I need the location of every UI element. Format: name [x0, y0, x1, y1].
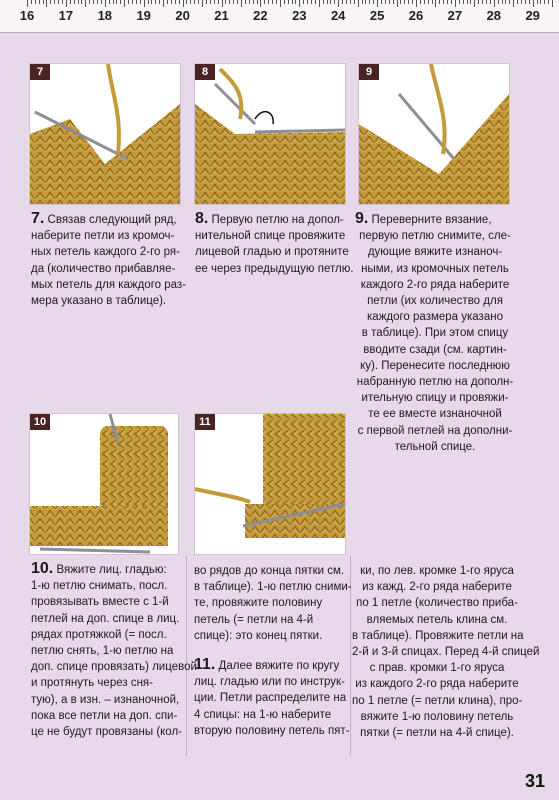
text-line: во рядов до конца пятки см. [194, 565, 345, 577]
ruler-tick [408, 0, 409, 4]
step-number: 8. [195, 210, 209, 227]
ruler-tick [167, 0, 168, 4]
ruler-tick [439, 0, 440, 4]
knitting-illustration [195, 64, 345, 204]
ruler-tick [482, 0, 483, 4]
step-7-text [31, 211, 186, 309]
ruler-tick [113, 0, 114, 4]
step-11-continued-text [352, 563, 540, 741]
ruler-tick [222, 0, 223, 7]
ruler-tick [354, 0, 355, 4]
text-line: наберите петли из кромоч- [31, 230, 175, 243]
page-number: 31 [524, 771, 545, 791]
ruler-tick [105, 0, 106, 7]
ruler-tick [241, 0, 242, 7]
ruler-tick [502, 0, 503, 4]
knitting-illustration [359, 64, 509, 204]
text-line: каждого размера указано [367, 311, 503, 324]
ruler-tick [245, 0, 246, 4]
ruler-number: 21 [214, 8, 229, 23]
ruler-tick [249, 0, 250, 4]
text-line: 4 спицы: на 1-ю наберите [194, 708, 332, 721]
text-line: набранную петлю на дополн- [356, 376, 514, 389]
ruler-tick [342, 0, 343, 4]
ruler-tick [27, 0, 28, 7]
ruler-tick [474, 0, 475, 7]
ruler-tick [432, 0, 433, 4]
ruler-tick [280, 0, 281, 7]
ruler-tick [330, 0, 331, 4]
photo-step-10 [29, 413, 179, 555]
text-line: да (количество прибавляе- [31, 262, 176, 275]
ruler-tick [447, 0, 448, 4]
ruler-tick [319, 0, 320, 7]
ruler-tick [435, 0, 436, 7]
text-line: Связав следующий ряд, [44, 214, 177, 226]
ruler-number: 19 [136, 8, 151, 23]
ruler-tick [389, 0, 390, 4]
ruler-tick [225, 0, 226, 4]
text-line: с прав. кромки 1-го яруса [369, 662, 505, 675]
text-line: 2-й и 3-й спицах. Перед 4-й спицей [352, 646, 540, 659]
ruler-tick [459, 0, 460, 4]
photo-label: 10 [30, 414, 50, 430]
photo-step-7 [29, 63, 181, 205]
text-line: Вяжите лиц. гладью: [53, 564, 167, 576]
ruler-tick [455, 0, 456, 7]
ruler-tick [35, 0, 36, 4]
ruler-tick [478, 0, 479, 4]
ruler-tick [393, 0, 394, 4]
ruler-tick [210, 0, 211, 4]
text-line: ными, из кромочных петель [361, 262, 509, 275]
ruler-tick [529, 0, 530, 4]
text-line: вводите сзади (см. картин- [363, 343, 507, 356]
text-line: пока все петли на доп. спи- [31, 709, 178, 722]
ruler-tick [365, 0, 366, 4]
text-line: тельной спице. [394, 440, 476, 453]
text-line: доп. спице провязать) лицевой [31, 661, 197, 674]
ruler-tick [43, 0, 44, 4]
ruler-tick [74, 0, 75, 4]
step-10-text [31, 561, 197, 740]
ruler-number: 28 [486, 8, 502, 23]
ruler-tick [404, 0, 405, 4]
ruler-number: 23 [292, 8, 307, 23]
ruler-tick [124, 0, 125, 7]
ruler-tick [400, 0, 401, 4]
text-line: дующие вяжите изнаноч- [367, 246, 503, 259]
text-line: ки, по лев. кромке 1-го яруса [360, 565, 514, 577]
text-line: провязывать вместе с 1-й [31, 596, 169, 609]
ruler-tick [338, 0, 339, 7]
ruler-tick [513, 0, 514, 7]
ruler-tick [109, 0, 110, 4]
ruler-tick [385, 0, 386, 4]
text-line: 1-ю петлю снимать, посл. [31, 580, 168, 593]
ruler-tick [412, 0, 413, 4]
text-line: ции. Петли распределите на [194, 692, 347, 705]
text-line: в таблице). Провяжите петли на [352, 629, 524, 642]
step-8-text [195, 211, 354, 277]
ruler-number: 17 [58, 8, 74, 23]
ruler-tick [171, 0, 172, 4]
ruler-tick [260, 0, 261, 7]
ruler-tick [537, 0, 538, 4]
ruler-tick [416, 0, 417, 7]
ruler-tick [358, 0, 359, 7]
ruler-number: 25 [369, 8, 385, 23]
photo-step-9 [358, 63, 510, 205]
ruler-tick [470, 0, 471, 4]
ruler-tick [540, 0, 541, 4]
text-line: лицевой гладью и протяните [195, 246, 349, 259]
ruler-tick [315, 0, 316, 4]
photo-label: 9 [359, 64, 379, 80]
text-line: мых петель для каждого раз- [31, 278, 187, 291]
ruler-tick [517, 0, 518, 4]
ruler-tick [155, 0, 156, 4]
text-line: первую петлю снимите, сле- [359, 230, 511, 243]
text-line: спице): это конец пятки. [194, 629, 323, 642]
ruler-tick [498, 0, 499, 4]
ruler-tick [397, 0, 398, 7]
ruler-tick [486, 0, 487, 4]
ruler-tick [299, 0, 300, 7]
text-line: вяжите 1-ю половину петель [360, 710, 514, 723]
ruler-tick [264, 0, 265, 4]
ruler-number: 20 [175, 8, 190, 23]
step-number: 10. [31, 560, 54, 577]
ruler-tick [202, 0, 203, 7]
text-line: те, провяжите половину [194, 597, 323, 610]
ruler-tick [237, 0, 238, 4]
ruler-tick [116, 0, 117, 4]
ruler-tick [39, 0, 40, 4]
ruler-tick [428, 0, 429, 4]
top-ruler [0, 0, 559, 33]
ruler-number: 24 [330, 8, 346, 23]
ruler-tick [381, 0, 382, 4]
ruler-tick [229, 0, 230, 4]
ruler-number: 18 [97, 8, 113, 23]
text-line: в таблице). При этом спицу [361, 327, 509, 340]
ruler-tick [295, 0, 296, 4]
text-line: це не будут провязаны (кол- [31, 726, 182, 739]
text-line: Далее вяжите по кругу [215, 660, 340, 672]
ruler-tick [85, 0, 86, 7]
text-line: ку). Перенесите последнюю [360, 359, 510, 372]
ruler-tick [194, 0, 195, 4]
text-line: в таблице). 1-ю петлю сними- [194, 581, 352, 594]
ruler-tick [132, 0, 133, 4]
ruler-tick [163, 0, 164, 7]
step-10-continued-text [194, 563, 352, 644]
ruler-number: 16 [19, 8, 35, 23]
ruler-tick [467, 0, 468, 4]
text-line: петли (их количество для [367, 295, 503, 308]
ruler-tick [183, 0, 184, 7]
photo-label: 8 [195, 64, 215, 80]
ruler-tick [362, 0, 363, 4]
text-line: лиц. гладью или по инструк- [194, 676, 345, 689]
ruler-tick [46, 0, 47, 7]
ruler-number: 27 [447, 8, 463, 23]
text-line: ее через предыдущую петлю. [195, 262, 354, 275]
ruler-tick [66, 0, 67, 7]
ruler-tick [288, 0, 289, 4]
ruler-tick [206, 0, 207, 4]
ruler-tick [186, 0, 187, 4]
ruler-tick [148, 0, 149, 4]
photo-label: 11 [195, 414, 215, 430]
ruler-tick [323, 0, 324, 4]
text-line: рядах протяжкой (= посл. [31, 628, 167, 641]
text-line: пятки (= петли на 4-й спице). [360, 727, 514, 740]
ruler-tick [272, 0, 273, 4]
ruler-tick [505, 0, 506, 4]
ruler-tick [284, 0, 285, 4]
ruler-tick [257, 0, 258, 4]
text-line: Первую петлю на допол- [208, 214, 344, 226]
ruler-tick [190, 0, 191, 4]
ruler-tick [31, 0, 32, 4]
ruler-tick [70, 0, 71, 4]
ruler-tick [350, 0, 351, 4]
ruler-tick [424, 0, 425, 4]
text-line: по 1 петле (количество приба- [356, 597, 518, 610]
text-line: петлю снять, 1-ю петлю на [31, 645, 174, 658]
ruler-tick [303, 0, 304, 4]
ruler-tick [292, 0, 293, 4]
step-number: 9. [355, 210, 369, 227]
ruler-tick [420, 0, 421, 4]
ruler-tick [120, 0, 121, 4]
ruler-tick [552, 0, 553, 7]
text-line: ных петель каждого 2-го ря- [31, 246, 180, 259]
text-line: тую), а в изн. – изнаночной, [31, 693, 180, 706]
ruler-tick [97, 0, 98, 4]
photo-label: 7 [30, 64, 50, 80]
ruler-tick [179, 0, 180, 4]
text-line: вторую половину петель пят- [194, 724, 350, 737]
ruler-tick [268, 0, 269, 4]
ruler-number: 29 [525, 8, 540, 23]
photo-step-11 [194, 413, 346, 555]
ruler-tick [144, 0, 145, 7]
ruler-tick [525, 0, 526, 4]
photo-step-8 [194, 63, 346, 205]
ruler-tick [490, 0, 491, 4]
ruler-tick [151, 0, 152, 4]
text-line: петлей на доп. спице в лиц. [31, 612, 180, 625]
step-9-text [355, 211, 515, 455]
ruler-tick [140, 0, 141, 4]
step-number: 7. [31, 210, 45, 227]
ruler-number: 22 [253, 8, 268, 23]
text-line: из кажд. 2-го ряда наберите [362, 581, 512, 594]
ruler-tick [544, 0, 545, 4]
text-line: по 1 петле (= петли клина), про- [352, 694, 523, 707]
text-line: ительную спицу и провяжи- [361, 392, 509, 405]
text-line: каждого 2-го ряда наберите [360, 278, 510, 291]
text-line: с первой петлей на дополни- [357, 424, 513, 437]
knitting-illustration [195, 414, 345, 554]
ruler-tick [128, 0, 129, 4]
ruler-tick [451, 0, 452, 4]
ruler-tick [443, 0, 444, 4]
ruler-tick [101, 0, 102, 4]
ruler-tick [214, 0, 215, 4]
knitting-illustration [30, 64, 180, 204]
ruler-tick [218, 0, 219, 4]
ruler-tick [369, 0, 370, 4]
ruler-tick [58, 0, 59, 4]
ruler-tick [494, 0, 495, 7]
ruler-tick [463, 0, 464, 4]
ruler-tick [50, 0, 51, 4]
text-line: петель (= петли на 4-й [194, 613, 314, 626]
ruler-tick [346, 0, 347, 4]
ruler-tick [136, 0, 137, 4]
ruler-tick [233, 0, 234, 4]
ruler-tick [548, 0, 549, 4]
text-line: мера указано в таблице). [31, 295, 167, 308]
text-line: и протянуть через сня- [31, 677, 153, 690]
ruler-tick [377, 0, 378, 7]
ruler-tick [307, 0, 308, 4]
ruler-tick [78, 0, 79, 4]
ruler-tick [373, 0, 374, 4]
ruler-tick [198, 0, 199, 4]
ruler-tick [175, 0, 176, 4]
step-number: 11. [194, 656, 216, 673]
ruler-tick [89, 0, 90, 4]
text-line: вляемых петель клина см. [366, 613, 508, 626]
ruler-tick [62, 0, 63, 4]
text-line: из каждого 2-го ряда наберите [355, 678, 519, 691]
ruler-tick [521, 0, 522, 4]
ruler-tick [533, 0, 534, 7]
step-11-text [194, 657, 350, 739]
text-line: нительной спице провяжите [195, 230, 346, 243]
ruler-tick [311, 0, 312, 4]
text-line: те ее вместе изнаночной [368, 408, 502, 421]
ruler-tick [253, 0, 254, 4]
text-line: Переверните вязание, [368, 214, 492, 226]
ruler-number: 26 [408, 8, 424, 23]
knitting-illustration [30, 414, 178, 554]
ruler-tick [509, 0, 510, 4]
ruler-tick [327, 0, 328, 4]
ruler-tick [54, 0, 55, 4]
ruler-tick [334, 0, 335, 4]
ruler-tick [276, 0, 277, 4]
ruler-tick [93, 0, 94, 4]
ruler-tick [159, 0, 160, 4]
ruler-tick [81, 0, 82, 4]
